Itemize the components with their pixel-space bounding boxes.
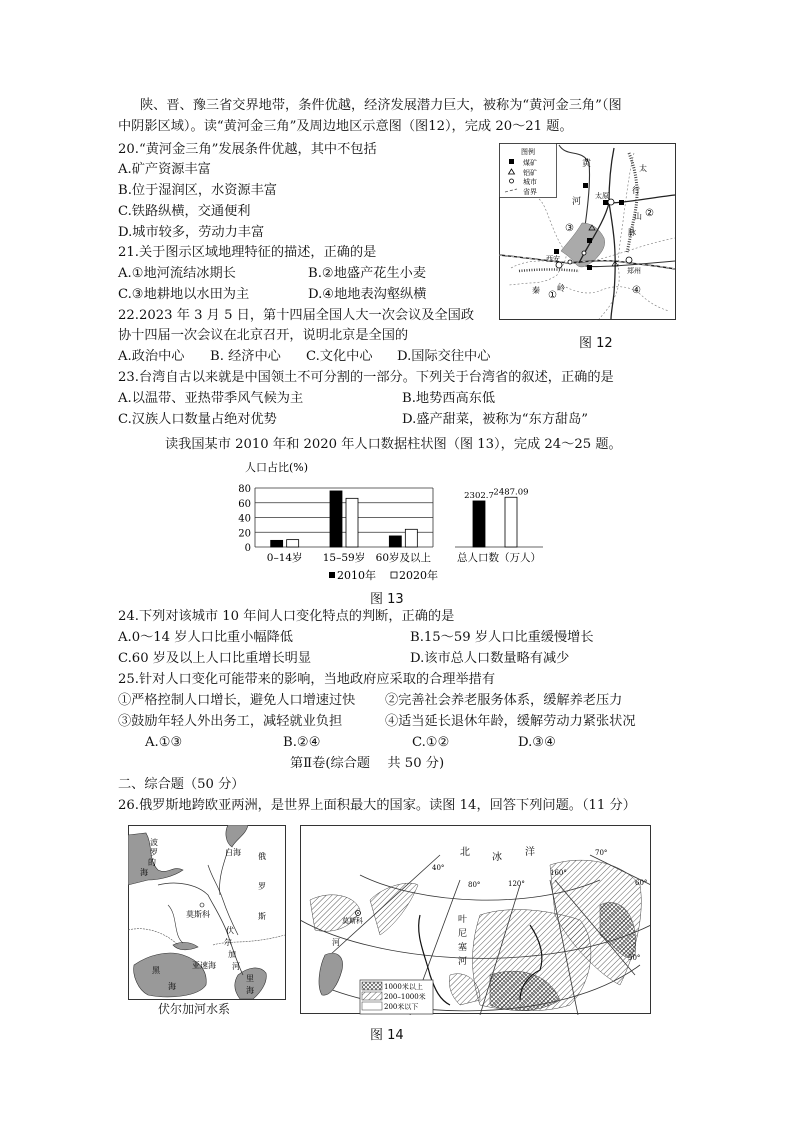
fig14-label-lon80: 80° <box>468 881 481 889</box>
total-bar-2020年 <box>505 497 517 547</box>
q23-option-d: D.盛产甜菜，被称为“东方甜岛” <box>402 412 589 427</box>
y-tick-label: 40 <box>238 513 251 525</box>
fig14-label-lon160: 160° <box>550 869 567 877</box>
legend-label-2020: 2020年 <box>399 569 438 582</box>
y-tick-label: 60 <box>238 498 251 510</box>
fig14-label-lon40: 40° <box>432 864 445 872</box>
figure-13-chart <box>225 455 545 585</box>
q25-option-d: D.③④ <box>518 735 556 750</box>
fig12-label-zhengzhou: 郑州 <box>627 267 641 275</box>
fig14-label-baltic-4: 海 <box>140 868 148 877</box>
q20-option-b: B.位于湿润区，水资源丰富 <box>118 183 277 198</box>
fig12-legend-coal: 煤矿 <box>523 159 537 167</box>
y-tick-label: 0 <box>244 543 251 554</box>
q23-option-a: A.以温带、亚热带季风气候为主 <box>118 391 304 406</box>
fig14-label-black-2: 海 <box>168 982 176 991</box>
q25-option-b: B.②④ <box>283 735 321 750</box>
intro-q20-21-line1: 陕、晋、豫三省交界地带，条件优越，经济发展潜力巨大，被称为“黄河金三角”（图 <box>140 98 622 113</box>
q21-option-a: A.①地河流结冰期长 <box>118 266 236 281</box>
x-category-label: 15–59岁 <box>322 552 366 564</box>
q23-option-c: C.汉族人口数量占绝对优势 <box>118 412 277 427</box>
q22-option-b: B. 经济中心 <box>210 349 281 364</box>
figure-13-caption: 图 13 <box>370 592 404 607</box>
elevation-200-1000-swatch <box>362 992 382 1000</box>
volume-2-title: 第Ⅱ卷(综合题 共 50 分) <box>290 756 445 771</box>
y-tick-label: 80 <box>238 484 251 495</box>
chart-ylabel: 人口占比(%) <box>245 461 309 474</box>
q20-option-a: A.矿产资源丰富 <box>118 162 211 177</box>
q26-stem: 26.俄罗斯地跨欧亚两洲，是世界上面积最大的国家。读图 14，回答下列问题。（11 分） <box>118 798 636 813</box>
elevation-1000-swatch <box>362 982 382 990</box>
q20-option-d: D.城市较多，劳动力丰富 <box>118 225 265 240</box>
fig14-label-volga-he: 河 <box>332 938 340 947</box>
fig12-legend-aluminum: 铝矿 <box>523 169 537 177</box>
fig14-label-volga-4: 河 <box>232 962 240 971</box>
q24-stem: 24.下列对该城市 10 年间人口变化特点的判断，正确的是 <box>118 609 455 624</box>
fig14-label-caspian-1: 里 <box>246 974 254 983</box>
q20-stem: 20.“黄河金三角”发展条件优越，其中不包括 <box>118 142 377 157</box>
fig14-label-volga-1: 伏 <box>226 926 234 935</box>
fig14-label-lat50: 50° <box>628 954 641 962</box>
legend-swatch-2010 <box>329 572 335 578</box>
fig14-label-moscow: 莫斯科 <box>186 910 210 919</box>
fig14-label-yenisei-4: 河 <box>458 957 468 967</box>
fig12-label-qin: 秦 <box>532 286 540 295</box>
section-2-heading: 二、综合题（50 分） <box>118 777 245 792</box>
fig14-label-baltic-3: 的 <box>148 858 156 867</box>
q25-stem: 25.针对人口变化可能带来的影响，当地政府应采取的合理举措有 <box>118 672 496 687</box>
fig14-label-arctic-1: 北 <box>460 847 470 858</box>
fig12-label-xian: 西安 <box>546 255 560 263</box>
bar-2010年-0–14岁 <box>271 540 283 547</box>
q25-item-2: ②完善社会养老服务体系，缓解养老压力 <box>385 693 623 708</box>
fig12-region-4: ④ <box>632 285 641 296</box>
q21-stem: 21.关于图示区域地理特征的描述，正确的是 <box>118 245 377 260</box>
q22-option-d: D.国际交往中心 <box>397 349 491 364</box>
fig14-legend-200-1000: 200–1000米 <box>384 993 426 1001</box>
q25-option-c: C.①② <box>412 735 450 750</box>
fig12-region-1: ① <box>548 290 557 301</box>
fig14-label-yenisei-1: 叶 <box>458 915 468 925</box>
fig14-label-caspian-2: 海 <box>246 986 254 995</box>
fig14-label-russia-1: 俄 <box>258 852 266 861</box>
q25-item-1: ①严格控制人口增长，避免人口增速过快 <box>118 693 356 708</box>
fig14-label-lon120: 120° <box>508 880 525 888</box>
q25-item-4: ④适当延长退休年龄，缓解劳动力紧张状况 <box>385 714 636 729</box>
q21-option-b: B.②地盛产花生小麦 <box>308 266 427 281</box>
fig14-label-baihai: 白海 <box>225 848 241 857</box>
fig14-label-volga-3: 加 <box>228 950 236 959</box>
fig12-legend-city: 城市 <box>523 178 537 186</box>
bar-2020年-15–59岁 <box>346 498 358 547</box>
fig14-legend-200: 200米以下 <box>384 1003 419 1011</box>
fig14-label-yenisei-2: 尼 <box>458 929 468 939</box>
figure-12-caption: 图 12 <box>579 336 613 351</box>
q20-option-c: C.铁路纵横，交通便利 <box>118 204 251 219</box>
fig14-label-lat70: 70° <box>595 849 608 857</box>
q21-option-d: D.④地地表沟壑纵横 <box>308 287 427 302</box>
q23-stem: 23.台湾自古以来就是中国领土不可分割的一部分。下列关于台湾省的叙述，正确的是 <box>118 370 614 385</box>
intro-q24-25: 读我国某市 2010 年和 2020 年人口数据柱状图（图 13），完成 24～25 题。 <box>165 437 622 452</box>
legend-label-2010: 2010年 <box>337 569 376 582</box>
bar-2010年-15–59岁 <box>330 491 342 547</box>
fig14-label-russia-3: 斯 <box>258 912 266 921</box>
figure-12-map <box>499 143 676 321</box>
fig14-label-arctic-3: 洋 <box>525 847 535 858</box>
fig14-label-lat60: 60° <box>635 879 648 887</box>
q24-option-a: A.0～14 岁人口比重小幅降低 <box>118 630 293 645</box>
fig14-label-yenisei-3: 塞 <box>458 943 468 953</box>
fig12-label-ling: 岭 <box>557 284 565 293</box>
q22-stem-line2: 协十四届一次会议在北京召开，说明北京是全国的 <box>118 328 409 343</box>
total-bar-2010年 <box>473 501 485 547</box>
fig12-label-taiyuan: 太原 <box>595 192 609 200</box>
bar-2020年-0–14岁 <box>287 540 299 547</box>
q24-option-d: D.该市总人口数量略有减少 <box>410 651 570 666</box>
fig12-label-mai: 脉 <box>628 228 636 237</box>
elevation-200-swatch <box>362 1002 382 1010</box>
fig12-region-3: ③ <box>565 223 574 234</box>
fig14-label-russia-2: 罗 <box>258 882 266 891</box>
fig14-label-black-1: 黑 <box>152 966 160 975</box>
figure-14-volga-map <box>128 825 286 1000</box>
total-category-label: 总人口数（万人） <box>457 552 541 564</box>
q25-option-a: A.①③ <box>145 735 183 750</box>
q22-option-c: C.文化中心 <box>306 349 373 364</box>
q24-option-c: C.60 岁及以上人口比重增长明显 <box>118 651 312 666</box>
fig12-label-hang: 行 <box>632 186 640 195</box>
fig12-label-huang: 黄 <box>582 159 592 169</box>
coal-mine-legend-icon <box>509 159 514 164</box>
city-legend-icon <box>510 179 514 183</box>
total-value-label: 2487.09 <box>493 487 529 498</box>
fig12-label-shan: 山 <box>634 212 642 221</box>
fig12-label-he: 河 <box>572 197 582 207</box>
fig12-region-2: ② <box>645 208 654 219</box>
fig14-label-volga-2: 尔 <box>224 938 232 947</box>
figure-14-caption: 图 14 <box>370 1028 404 1043</box>
q21-option-c: C.③地耕地以水田为主 <box>118 287 250 302</box>
q22-stem-line1: 22.2023 年 3 月 5 日，第十四届全国人大一次会议及全国政 <box>118 308 475 323</box>
total-value-label: 2302.7 <box>464 490 494 501</box>
q24-option-b: B.15～59 岁人口比重缓慢增长 <box>410 630 594 645</box>
fig14-label-baltic-1: 波 <box>150 838 158 847</box>
figure-14-russia-map <box>300 825 651 1015</box>
fig12-legend-title: 图例 <box>521 148 535 156</box>
figure-14-left-caption: 伏尔加河水系 <box>158 1002 231 1016</box>
fig12-legend-border: 省界 <box>523 188 537 196</box>
fig14-label-arctic-2: 冰 <box>492 852 502 863</box>
fig14-label-moscow: 莫斯科 <box>342 917 363 925</box>
q22-option-a: A.政治中心 <box>118 349 185 364</box>
intro-q20-21-line2: 中阴影区域）。读“黄河金三角”及周边地区示意图（图12），完成 20～21 题。 <box>118 119 573 134</box>
x-category-label: 0–14岁 <box>266 552 303 564</box>
fig14-legend-1000: 1000米以上 <box>384 983 423 991</box>
legend-swatch-2020 <box>391 572 397 578</box>
y-tick-label: 20 <box>238 528 251 540</box>
fig14-label-baltic-2: 罗 <box>150 848 158 857</box>
q23-option-b: B.地势西高东低 <box>402 391 496 406</box>
fig12-label-tai: 太 <box>639 164 647 173</box>
x-category-label: 60岁及以上 <box>375 552 432 564</box>
fig14-label-azov: 亚速海 <box>192 961 216 970</box>
bar-2020年-60岁及以上 <box>405 529 417 547</box>
bar-2010年-60岁及以上 <box>389 536 401 547</box>
q25-item-3: ③鼓励年轻人外出务工，减轻就业负担 <box>118 714 343 729</box>
